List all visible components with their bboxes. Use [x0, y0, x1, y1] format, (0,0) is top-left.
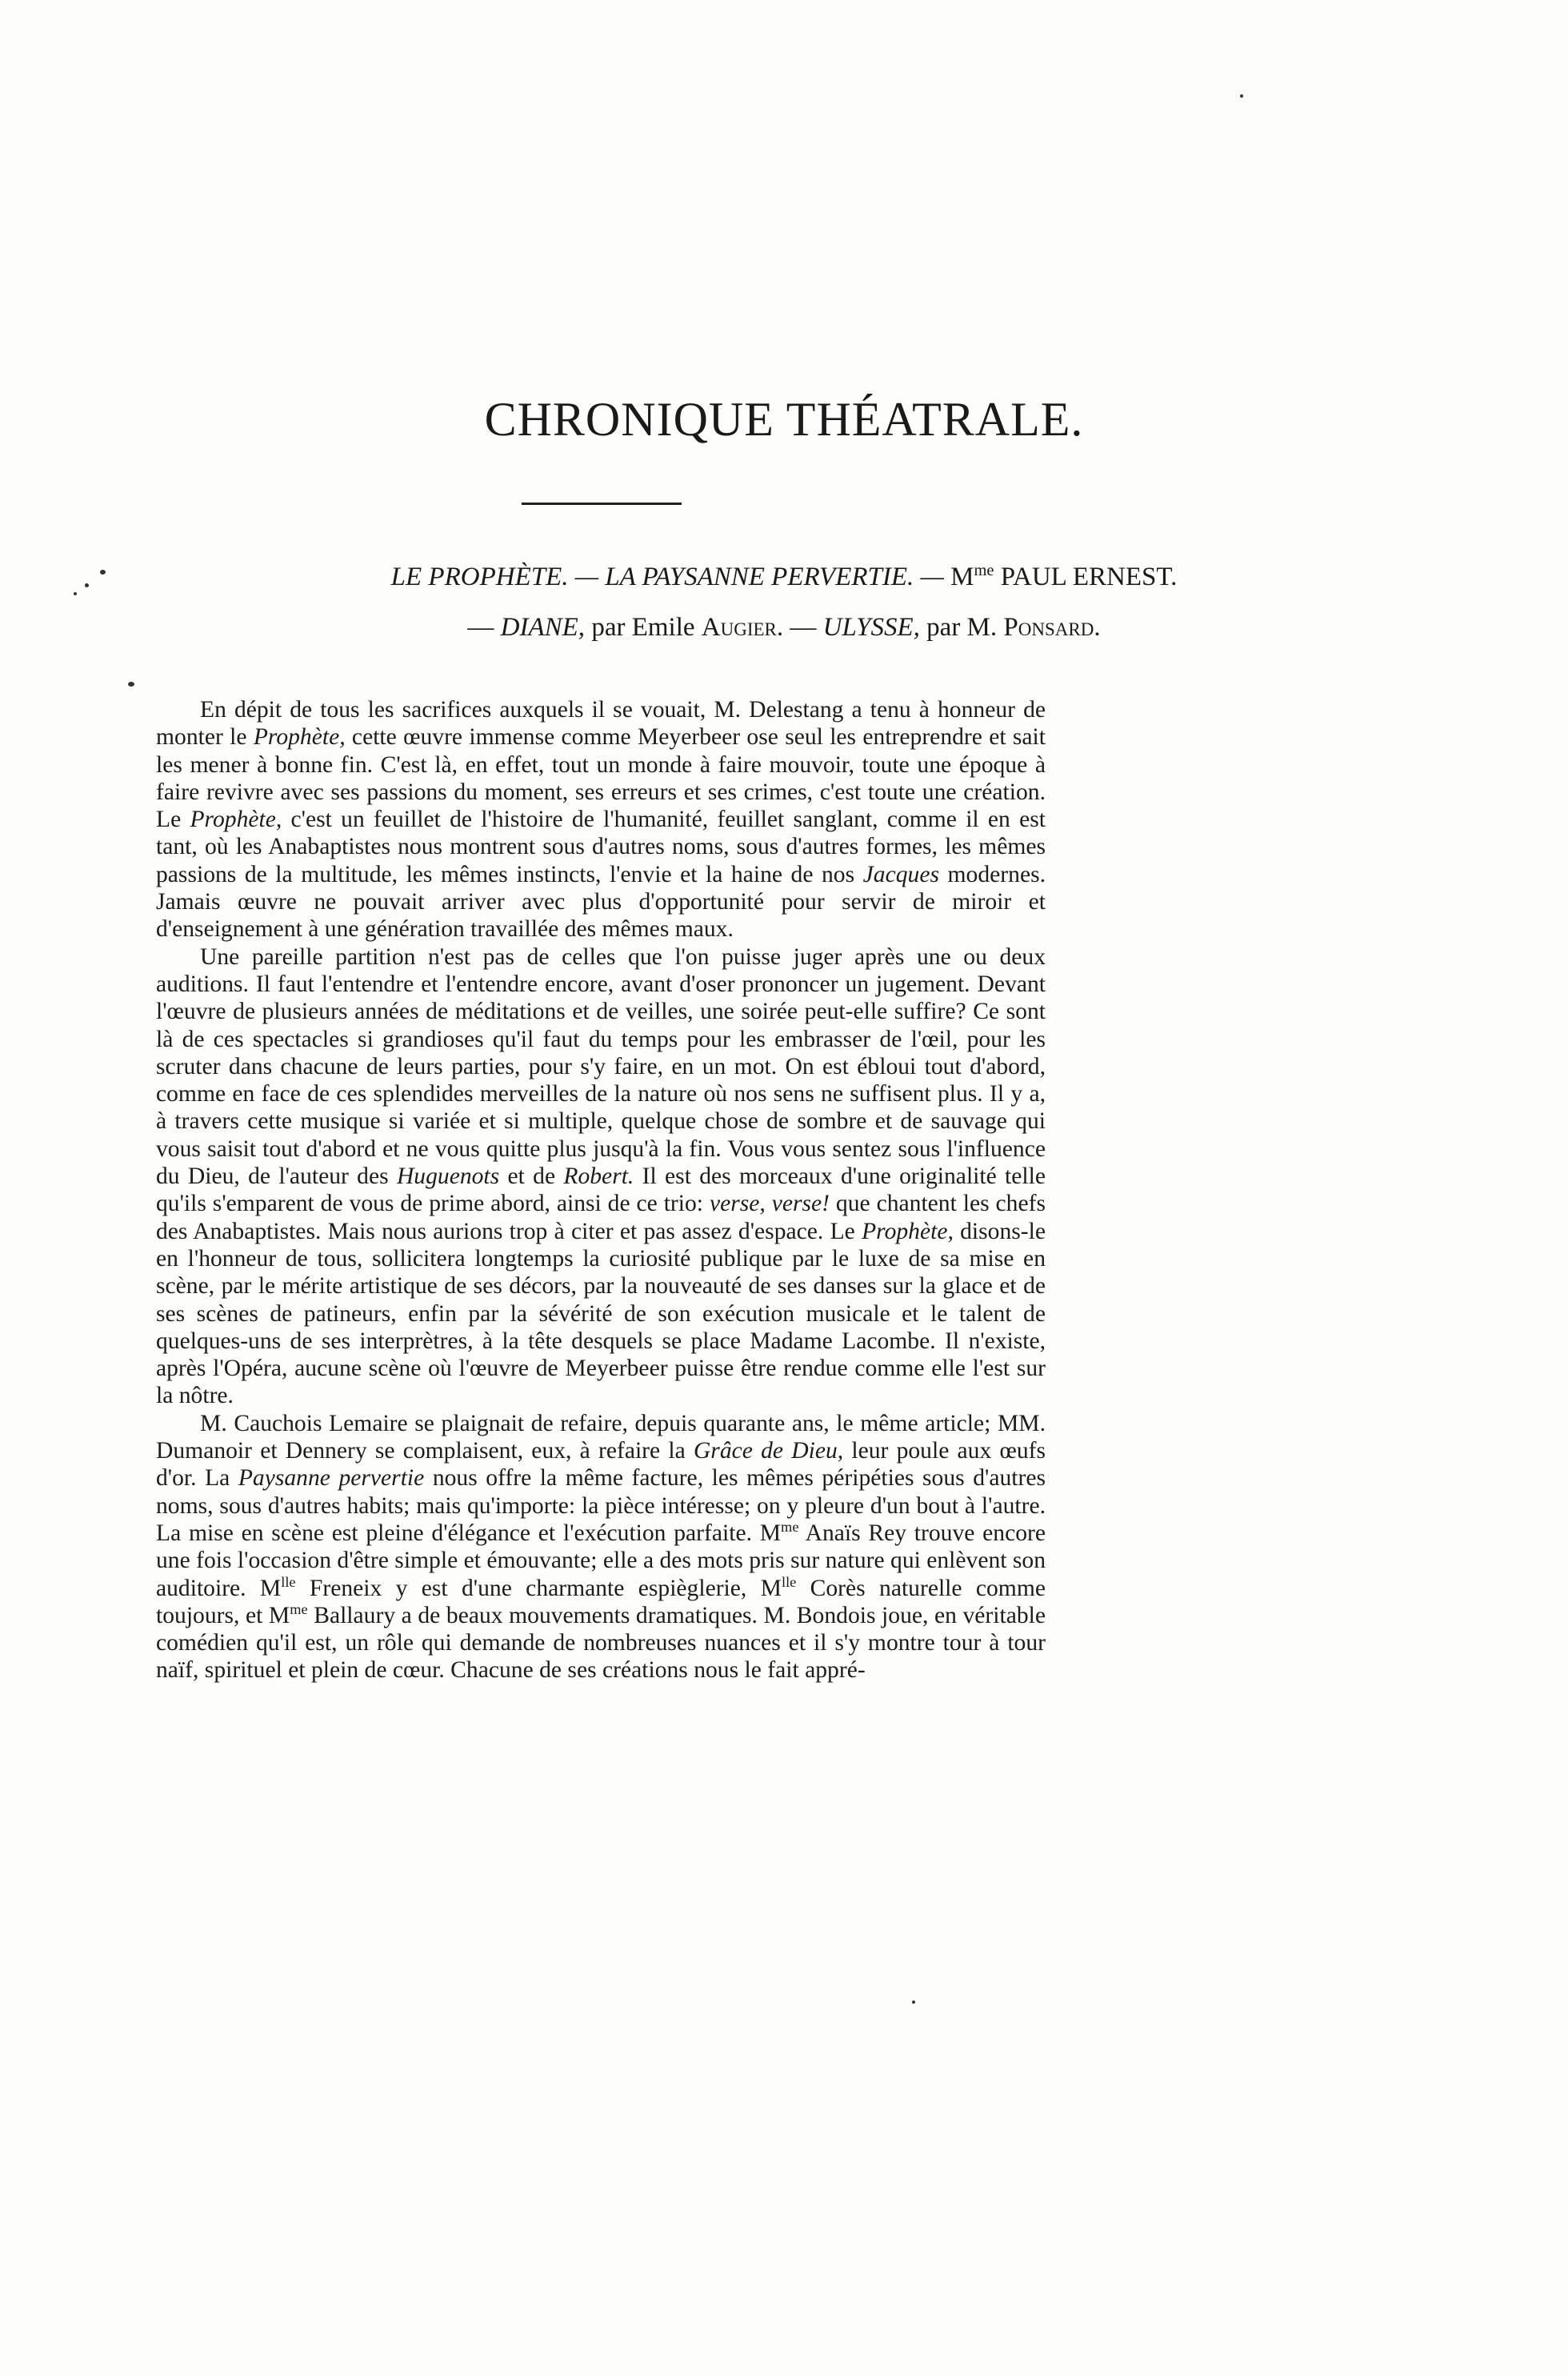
italic-run: Prophète,: [862, 1218, 954, 1244]
text-run: Freneix y est d'une charmante espièglerie, M: [295, 1575, 782, 1601]
subheading-mme: M: [950, 563, 974, 591]
paragraph-3: [156, 1410, 1046, 1684]
subheading-works-1: LE PROPHÈTE. — LA PAYSANNE PERVERTIE. —: [390, 563, 944, 591]
text-run: Anaïs Rey trouve encore une fois l'occasion d'être simple et émouvante; elle a des mots pris sur nature qui enlèvent son auditoire. M: [156, 1520, 1046, 1601]
scan-speck: [1240, 94, 1243, 98]
italic-run: Jacques: [862, 861, 939, 887]
text-run: c'est un feuillet de l'histoire de l'humanité, feuillet sanglant, comme il en est tant, où les Anabaptistes nous montrent sous d'autres noms, sous d'autres formes, les mêmes passions de la multitude, les mêmes instincts, l'envie et la haine de nos: [156, 807, 1046, 887]
italic-run: Huguenots: [396, 1163, 500, 1190]
subheading-line-1: [128, 563, 1440, 592]
text-run: nous offre la même facture, les mêmes péripéties sous d'autres noms, sous d'autres habits; mais qu'importe: la pièce intéresse; on y pleure d'un bout à l'autre. La mise en scène est pleine d'élégance et l'exécution parfaite. M: [156, 1465, 1046, 1546]
text-run: leur poule aux œufs d'or. La: [156, 1438, 1046, 1492]
paragraph-2: [156, 943, 1046, 1410]
text-run: et de: [499, 1163, 564, 1190]
title-rule: [522, 503, 682, 505]
scan-speck: [85, 583, 89, 587]
subheading-dash-2: —: [790, 613, 817, 642]
text-run: cette œuvre immense comme Meyerbeer ose seul les entreprendre et sait les mener à bonne fin. C'est là, en effet, tout un monde à faire mouvoir, toute une époque à faire revivre avec ses passions du moment, ses erreurs et ses crimes, c'est toute une création. Le: [156, 724, 1046, 833]
italic-run: Prophète,: [253, 724, 346, 751]
text-run: Il est des morceaux d'une originalité telle qu'ils s'emparent de vous de prime abord, ainsi de ce trio:: [156, 1163, 1046, 1217]
text-run: Corès naturelle comme toujours, et M: [156, 1575, 1046, 1628]
subheading-line-2: [128, 613, 1440, 643]
italic-run: Paysanne pervertie: [238, 1465, 425, 1492]
superscript-run: lle: [281, 1573, 296, 1590]
italic-run: Robert.: [563, 1163, 634, 1190]
scan-speck: [74, 592, 77, 595]
text-run: Ballaury a de beaux mouvements dramatiques. M. Bondois joue, en véritable comédien qu'il est, un rôle qui demande de nombreuses nuances et il s'y montre tour à tour naïf, spirituel et plein de cœur. Chacune de ses créations nous le fait appré-: [156, 1602, 1046, 1684]
superscript-run: me: [290, 1600, 308, 1617]
text-run: modernes. Jamais œuvre ne pouvait arriver avec plus d'opportunité pour servir de miroir et d'enseignement à une génération travaillée des mêmes maux.: [156, 861, 1046, 943]
text-run: Une pareille partition n'est pas de celles que l'on puisse juger après une ou deux auditions. Il faut l'entendre et l'entendre encore, avant d'oser prononcer un jugement. Devant l'œuvre de plusieurs années de méditations et de veilles, une soirée peut-elle suffire? Ce sont là de ces spectacles si grandioses qu'il faut du temps pour les embrasser de l'œil, pour les scruter dans chacune de leurs parties, pour s'y faire, en un mot. On est ébloui tout d'abord, comme en face de ces splendides merveilles de la nature où nos sens ne suffisent plus. Il y a, à travers cette musique si variée et si multiple, quelque chose de sombre et de sauvage qui vous saisit tout d'abord et ne vous quitte plus jusqu'à la fin. Vous vous sentez sous l'influence du Dieu, de l'auteur des: [156, 943, 1046, 1190]
article-body: [156, 696, 1046, 1684]
paragraph-1: [156, 696, 1046, 943]
superscript-run: me: [781, 1519, 799, 1536]
text-run: M. Cauchois Lemaire se plaignait de refaire, depuis quarante ans, le même article; MM. Dumanoir et Dennery se complaisent, eux, à refaire la: [156, 1410, 1046, 1464]
subheading-name: PAUL ERNEST.: [1000, 563, 1178, 591]
text-run: disons-le en l'honneur de tous, sollicitera longtemps la curiosité publique par le luxe de sa mise en scène, par le mérite artistique de ses décors, par la nouveauté de ses danses sur la glace et de ses scènes de patineurs, enfin par la sévérité de son exécution musicale et le talent de quelques-uns de ses interprètres, à la tête desquels se place Madame Lacombe. Il n'existe, après l'Opéra, aucune scène où l'œuvre de Meyerbeer puisse être rendue comme elle l'est sur la nôtre.: [156, 1218, 1046, 1409]
subheading-dash-1: —: [467, 613, 494, 642]
subheading-author-1: Augier.: [701, 613, 784, 642]
scan-speck: [100, 570, 106, 575]
text-run: que chantent les chefs des Anabaptistes. Mais nous aurions trop à citer et pas assez d'espace. Le: [156, 1191, 1046, 1244]
italic-run: verse, verse!: [709, 1191, 830, 1217]
italic-run: Grâce de Dieu,: [693, 1438, 844, 1464]
scan-speck: [912, 2001, 915, 2004]
scan-speck: [128, 682, 134, 687]
subheading-par-2: par M.: [926, 613, 998, 642]
subheading-diane: DIANE,: [500, 613, 586, 642]
subheading-par-1: par Emile: [591, 613, 695, 642]
subheading-author-2: Ponsard.: [1003, 613, 1101, 642]
italic-run: Prophète,: [190, 807, 282, 833]
superscript-run: lle: [781, 1573, 797, 1590]
text-run: En dépit de tous les sacrifices auxquels il se vouait, M. Delestang a tenu à honneur de monter le: [156, 697, 1046, 751]
subheading-mme-sup: me: [974, 562, 994, 579]
subheading-ulysse: ULYSSE,: [822, 613, 920, 642]
page-title: CHRONIQUE THÉATRALE.: [484, 393, 1084, 446]
